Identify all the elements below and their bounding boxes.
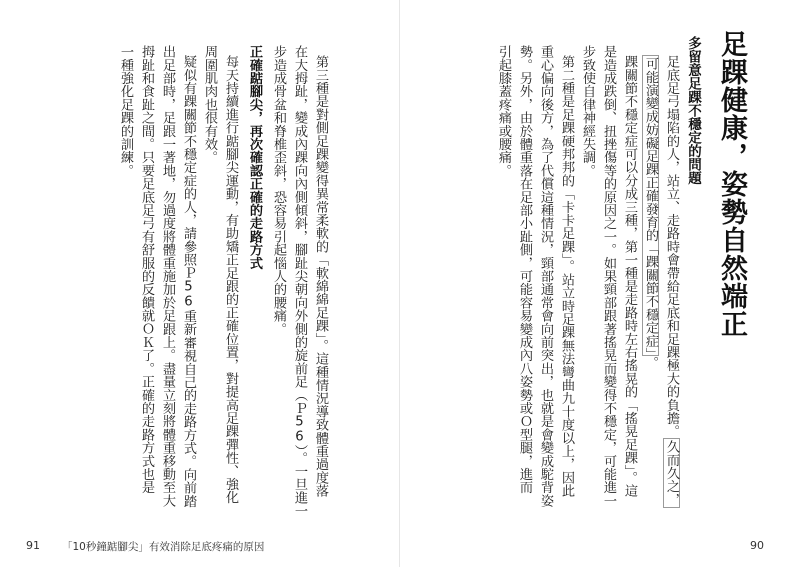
text-column: 勢。另外，由於體重落在足部小趾側，可能容易變成內八姿勢或Ｏ型腿，進而 xyxy=(517,45,532,494)
text-column: 步致使自律神經失調。 xyxy=(580,45,595,177)
text-column: 可能演變成妨礙足踝正確發育的「踝關節不穩定症」。 xyxy=(643,57,658,370)
page-number: 91 xyxy=(26,539,40,552)
section-subheading: 正確踮腳尖，再次確認正確的走路方式 xyxy=(247,45,262,270)
page-number: 90 xyxy=(750,539,764,552)
section-subheading: 多留意足踝不穩定的問題 xyxy=(685,36,701,185)
text-column: 第二種是足踝硬邦邦的「卡卡足踝」。站立時足踝無法彎曲九十度以上，因此 xyxy=(559,55,574,498)
text-column: 重心偏向後方，為了代償這種情況，頸部通常會向前突出，也就是會變成駝背姿 xyxy=(538,45,553,507)
page-title: 足踝健康，姿勢自然端正 xyxy=(716,30,747,338)
text-column: 足底足弓塌陷的人，站立、走路時會帶給足底和足踝極大的負擔。久而久之， xyxy=(664,55,679,506)
text-column: 第三種是對側足踝變得異常柔軟的「軟綿綿足踝」。這種情況導致體重過度落 xyxy=(313,55,328,498)
running-head: 「10秒鐘踮腳尖」有效消除足底疼痛的原因 xyxy=(62,541,265,553)
text-column: 一種強化足踝的訓練。 xyxy=(118,45,133,177)
text-column: 在大拇趾，變成內踝向內側傾斜，腳趾尖朝向外側的旋前足（Ｐ56）。一旦進一 xyxy=(292,45,307,518)
text-column: 疑似有踝關節不穩定症的人，請參照Ｐ56重新審視自己的走路方式。向前踏 xyxy=(181,55,196,508)
text-column: 出足部時，足跟一著地，勿過度將體重施加於足跟上。盡量立刻將體重移動至大 xyxy=(160,45,175,507)
text-column: 每天持續進行踮腳尖運動，有助矯正足跟的正確位置，對提高足踝彈性、強化 xyxy=(223,55,238,504)
text-column: 步造成骨盆和脊椎歪斜，恐容易引起惱人的腰痛。 xyxy=(271,45,286,336)
text-column: 周圍肌肉也很有效。 xyxy=(202,45,217,164)
text-column: 拇趾和食趾之間。只要足底足弓有舒服的反饋就ＯＫ了。正確的走路方式也是 xyxy=(139,45,154,494)
gutter-divider xyxy=(399,0,400,567)
text-column: 引起膝蓋疼痛或腰痛。 xyxy=(496,45,511,177)
text-column: 踝關節不穩定症可以分成三種，第一種是走路時左右搖晃的「搖晃足踝」。這 xyxy=(622,55,637,498)
highlight-mark: 久而久之， xyxy=(664,439,679,506)
text-column: 是造成跌倒、扭挫傷等的原因之一。如果頸部跟著搖晃而變得不穩定，可能進一 xyxy=(601,45,616,507)
highlight-mark: 可能演變成妨礙足踝正確發育的「踝關節不穩定症」 xyxy=(643,57,658,354)
